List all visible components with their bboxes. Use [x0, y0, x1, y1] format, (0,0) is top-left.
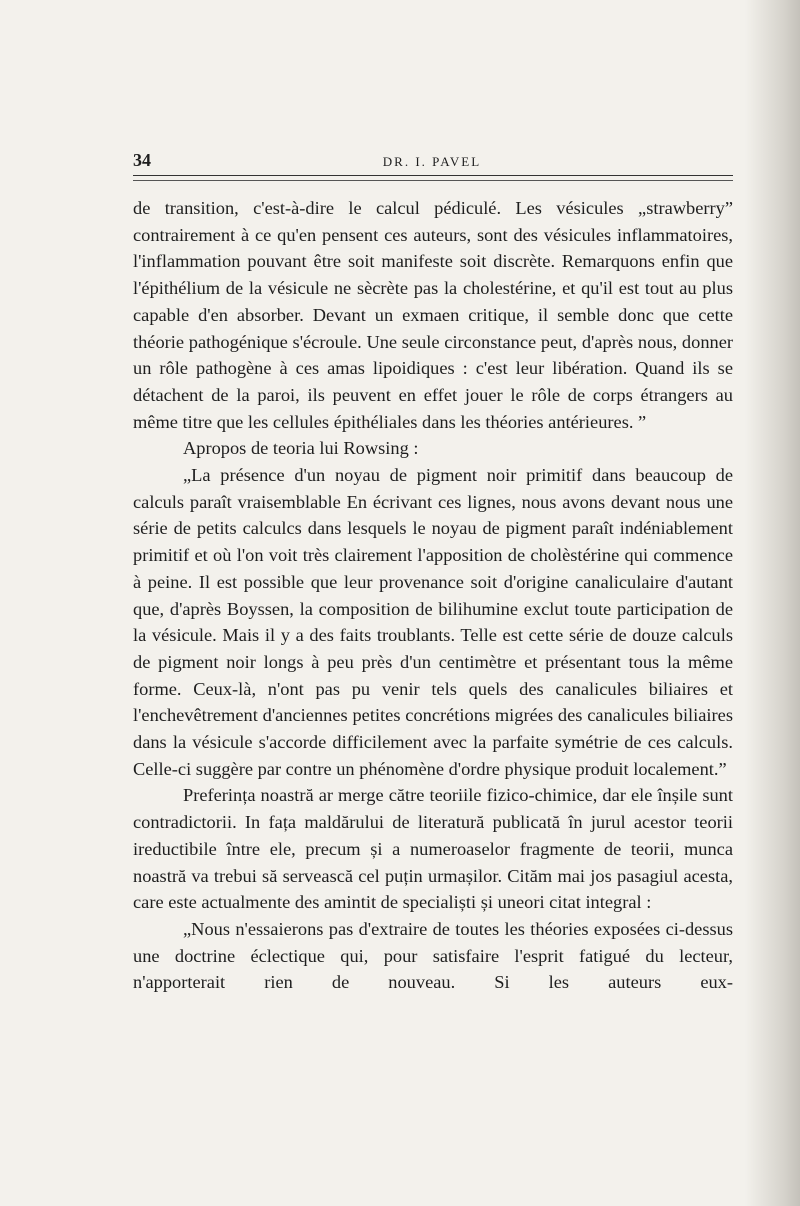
paragraph-5: „Nous n'essaierons pas d'extraire de toutes les théories exposées ci-dessus une doctrine éclectique qui, pour satisfaire l'esprit fatigué du lecteur, n'apporterait rien de nouveau. Si les auteurs eux- — [133, 918, 733, 993]
paragraph-1: de transition, c'est-à-dire le calcul pédiculé. Les vésicules „strawberry” contrairement à ce qu'en pensent ces auteurs, sont des vésicules inflammatoires, l'inflammation pouvant être soit manifeste soit discrète. Remarquons enfin que l'épithélium de la vésicule ne sècrète pas la cholestérine, et qu'il est tout au plus capable d'en absorber. Devant un exmaen critique, il semble donc que cette théorie pathogénique s'écroule. Une seule circonstance peut, d'après nous, donner un rôle pathogène à ces amas lipoidiques : c'est leur libération. Quand ils se détachent de la paroi, ils peuvent en effet jouer le rôle de corps étrangers au même titre que les cellules épithéliales dans les théories antérieures. ” — [133, 198, 733, 432]
header-rule — [133, 175, 733, 181]
page-number: 34 — [133, 150, 151, 170]
paragraph-2: Apropos de teoria lui Rowsing : — [183, 438, 419, 459]
page-edge-shadow — [745, 0, 800, 1206]
paragraph-4: Preferința noastră ar merge către teoriile fizico-chimice, dar ele înșile sunt contradictorii. In fața maldărului de literatură publicată în jurul acestor teorii ireductibile între ele, precum și a numeroaselor fragmente de teorii, munca noastră va trebui să servească cel puțin urmașilor. Cităm mai jos pasagiul acesta, care este actualmente des amintit de specialiști și uneori citat integral : — [133, 785, 733, 913]
page-header — [133, 150, 731, 174]
running-head: DR. I. PAVEL — [382, 154, 482, 169]
body-text — [133, 195, 733, 996]
paragraph-3: „La présence d'un noyau de pigment noir primitif dans beaucoup de calculs paraît vraisemblable En écrivant ces lignes, nous avons devant nous une série de petits calculcs dans lesquels le noyau de pigment paraît indéniablement primitif et où l'on voit très clairement l'apposition de cholèstérine qui commence à peine. Il est possible que leur provenance soit d'origine canaliculaire d'autant que, d'après Boyssen, la composition de bilihumine exclut toute participation de la vésicule. Mais il y a des faits troublants. Telle est cette série de douze calculs de pigment noir longs à peu près d'un centimètre et présentant tous la même forme. Ceux-là, n'ont pas pu venir tels quels des canalicules biliaires et l'enchevêtrement d'anciennes petites concrétions migrées des canalicules biliaires dans la vésicule s'accorde difficilement avec la parfaite symétrie de ces calculs. Celle-ci suggère par contre un phénomène d'ordre physique produit localement.” — [133, 465, 733, 779]
